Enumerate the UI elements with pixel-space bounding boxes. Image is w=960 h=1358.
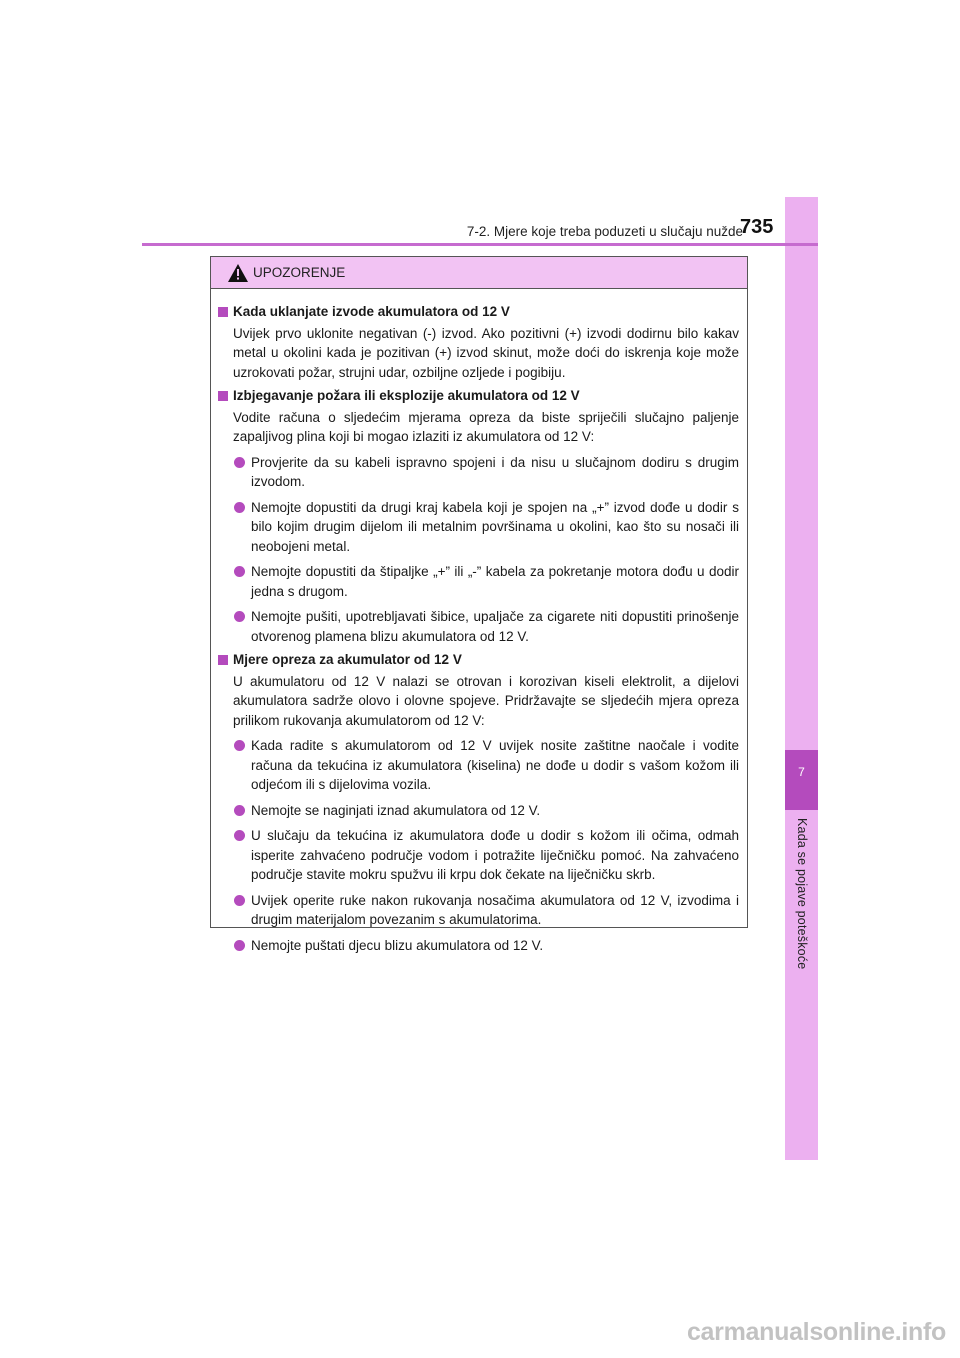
section-text: Uvijek prvo uklonite negativan (-) izvod. Ako pozitivni (+) izvodi dodirnu bilo kakav metal u okolini kada je pozitivan (+) izvod skinut, može doći do iskrenja koje može uzrokovati požar, strujni udar, ozbiljne ozljede i pogibiju. — [233, 325, 739, 380]
square-bullet-icon — [218, 655, 228, 665]
circle-bullet-icon — [234, 566, 245, 577]
chapter-label: Kada se pojave poteškoće — [795, 818, 809, 970]
circle-bullet-icon — [234, 805, 245, 816]
circle-bullet-icon — [234, 740, 245, 751]
circle-bullet-icon — [234, 895, 245, 906]
square-bullet-icon — [218, 391, 228, 401]
chapter-number: 7 — [798, 765, 805, 779]
square-bullet-icon — [218, 307, 228, 317]
section-heading: Izbjegavanje požara ili eksplozije akumulatora od 12 V — [218, 386, 739, 406]
warning-header — [211, 257, 747, 289]
section-heading: Mjere opreza za akumulator od 12 V — [218, 650, 739, 670]
warning-title: UPOZORENJE — [253, 265, 346, 280]
circle-bullet-icon — [234, 457, 245, 468]
watermark: carmanualsonline.info — [686, 1318, 946, 1346]
circle-bullet-icon — [234, 940, 245, 951]
section-title: 7-2. Mjere koje treba poduzeti u slučaju nužde — [466, 224, 743, 239]
header-divider — [142, 243, 818, 246]
list-item: Nemojte dopustiti da drugi kraj kabela koji je spojen na „+” izvod dođe u dodir s bilo kojim drugim dijelom ili metalnim površinama u okolini, kao što su nosači ili neobojeni metal. — [218, 498, 739, 557]
circle-bullet-icon — [234, 502, 245, 513]
list-item: Nemojte dopustiti da štipaljke „+” ili „-” kabela za pokretanje motora dođu u dodir jedna s drugom. — [218, 562, 739, 601]
list-item: Nemojte puštati djecu blizu akumulatora od 12 V. — [218, 936, 739, 956]
circle-bullet-icon — [234, 611, 245, 622]
warning-triangle-icon — [228, 264, 248, 282]
list-item: Kada radite s akumulatorom od 12 V uvijek nosite zaštitne naočale i vodite računa da tekućina iz akumulatora (kiselina) ne dođe u dodir s vašom kožom ili odjećom ili s dijelovima vozila. — [218, 736, 739, 795]
chapter-number-tab — [785, 750, 818, 810]
section-text: Vodite računa o sljedećim mjerama opreza da biste spriječili slučajno paljenje zapaljivog plina koji bi mogao izlaziti iz akumulatora od 12 V: — [233, 409, 739, 444]
warning-box — [210, 256, 748, 953]
list-item: U slučaju da tekućina iz akumulatora dođe u dodir s kožom ili očima, odmah isperite zahvaćeno područje vodom i potražite liječničku pomoć. Na zahvaćeno područje stavite mokru spužvu ili krpu dok čekate na liječničku skrb. — [218, 826, 739, 885]
circle-bullet-icon — [234, 830, 245, 841]
section-heading: Kada uklanjate izvode akumulatora od 12 V — [218, 302, 739, 322]
list-item: Nemojte se naginjati iznad akumulatora od 12 V. — [218, 801, 739, 821]
warning-body — [211, 289, 747, 955]
page-number: 735 — [740, 216, 774, 238]
side-tab-background — [785, 197, 818, 750]
list-item: Provjerite da su kabeli ispravno spojeni i da nisu u slučajnom dodiru s drugim izvodom. — [218, 453, 739, 492]
list-item: Uvijek operite ruke nakon rukovanja nosačima akumulatora od 12 V, izvodima i drugim materijalom povezanim s akumulatorima. — [218, 891, 739, 930]
list-item: Nemojte pušiti, upotrebljavati šibice, upaljače za cigarete niti dopustiti prinošenje otvorenog plamena blizu akumulatora od 12 V. — [218, 607, 739, 646]
section-text: U akumulatoru od 12 V nalazi se otrovan i korozivan kiseli elektrolit, a dijelovi akumulatora sadrže olovo i olovne spojeve. Pridržavajte se sljedećih mjera opreza prilikom rukovanja akumulatorom od 12 V: — [233, 673, 739, 728]
